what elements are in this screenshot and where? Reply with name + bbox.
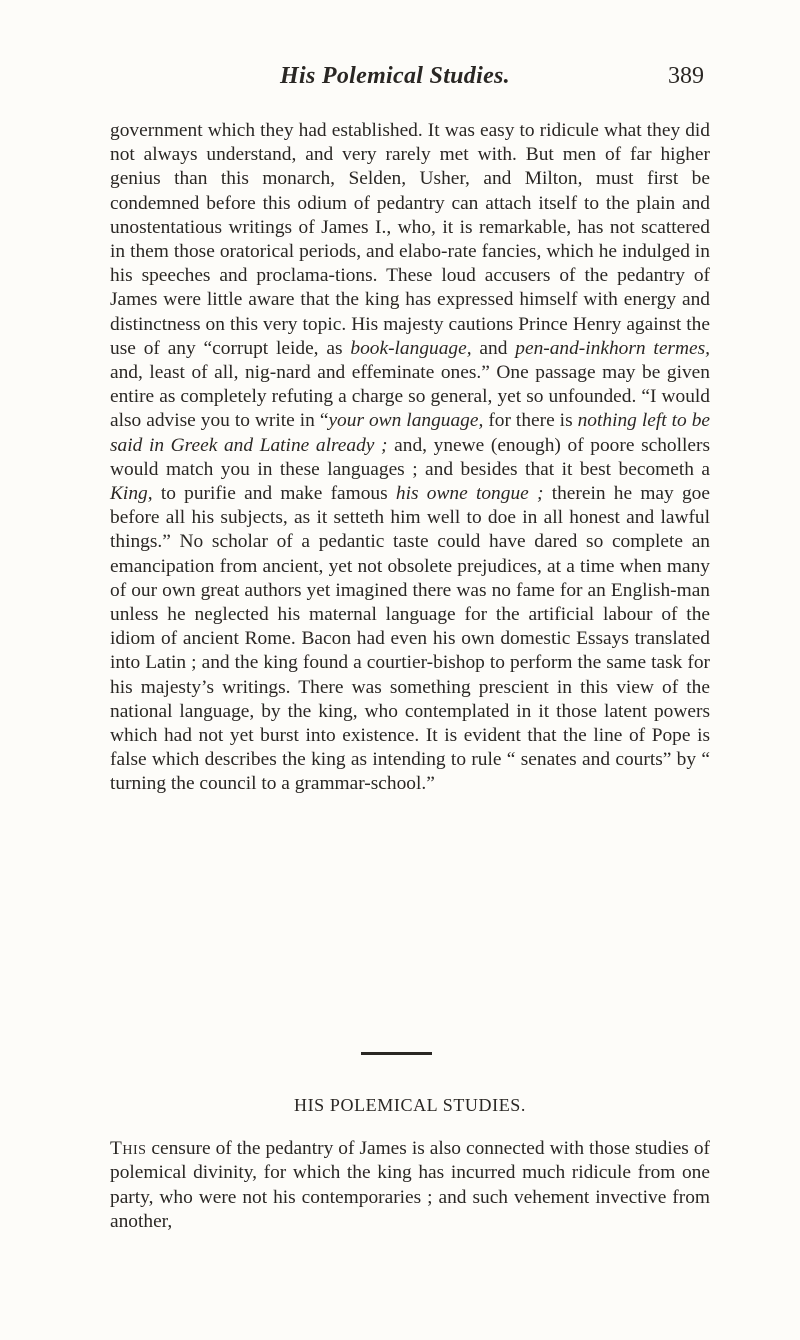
text-run: therein he may goe before all his subjects, as it setteth him well to doe in all honest and lawful things.” No scholar of a pedantic taste could have dared so complete an emancipation from ancient, yet not obsolete prejudices, at a time when many of our own great authors yet imagined there was no fame for an English-man unless he neglected his maternal language for the artificial labour of the idiom of ancient Rome. Bacon had even his own domestic Essays translated into Latin ; and the king found a courtier-bishop to perform the same task for his majesty’s writings. There was something prescient in this view of the national language, by the king, who contemplated in it those latent powers which had not yet burst into existence. It is evident that the line of Pope is false which describes the king as intending to rule “ senates and courts” by “ turning the council to a grammar-school.” bbox=[110, 483, 710, 795]
text-run: and, ynewe (enough) of poore schollers would match you in these languages ; and besides that it best becometh a bbox=[110, 434, 710, 480]
text-run: to purifie and make famous bbox=[152, 483, 396, 505]
section-divider bbox=[361, 1052, 432, 1055]
page-number: 389 bbox=[668, 63, 704, 89]
text-run: and bbox=[471, 337, 516, 359]
text-run: government which they had established. It was easy to ridicule what they did not always understand, and very rarely met with. But men of far higher genius than this monarch, Selden, Usher, and Milton, must first be condemned before this odium of pedantry can attach itself to the plain and unostentatious writings of James I., who, it is remarkable, has not scattered in them those oratorical periods, and elabo-rate fancies, which he indulged in his speeches and proclama-tions. These loud accusers of the pedantry of James were little aware that the king has expressed himself with energy and distinctness on this very topic. His majesty cautions Prince Henry against the use of any “corrupt leide, as bbox=[110, 120, 710, 359]
italic-run: book-language, bbox=[350, 337, 472, 359]
text-run: for there is bbox=[483, 410, 578, 432]
section-heading: HIS POLEMICAL STUDIES. bbox=[293, 1095, 527, 1115]
italic-run: King, bbox=[110, 483, 153, 505]
italic-run: pen-and-inkhorn termes, bbox=[515, 337, 710, 359]
paragraph-text bbox=[110, 119, 710, 797]
text-run: censure of the pedantry of James is also connected with those studies of polemical divinity, for which the king has incurred much ridicule from one party, who were not his contemporaries ; and such vehement invective from another, bbox=[110, 1138, 710, 1233]
italic-run: your own language, bbox=[328, 410, 484, 432]
section-paragraph bbox=[110, 1137, 710, 1235]
paragraph-text bbox=[110, 1137, 710, 1235]
main-paragraph bbox=[110, 119, 710, 797]
lead-word: This bbox=[110, 1138, 147, 1159]
italic-run: his owne tongue ; bbox=[395, 483, 544, 505]
running-head bbox=[100, 57, 704, 97]
text-run: and, least of all, nig-nard and effeminate ones.” One passage may be given entire as completely refuting a charge so general, yet so unfounded. “I would also advise you to write in “ bbox=[110, 362, 710, 432]
italic-run: nothing left to be said in Greek and Latine already ; bbox=[110, 410, 711, 456]
running-title: His Polemical Studies. bbox=[280, 63, 510, 89]
